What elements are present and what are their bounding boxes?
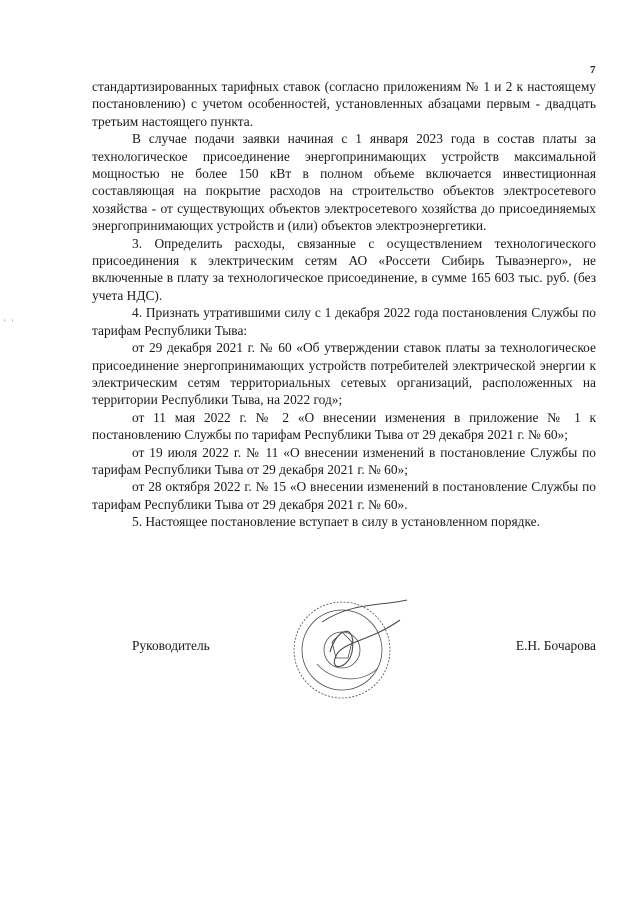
paragraph-repealed-60: от 29 декабря 2021 г. № 60 «Об утверждении ставок платы за технологическое присоединение энергопринимающих устройств потребителей электрической энергии к электрическим сетям территориальных сетевых организаций, расположенных на территории Республики Тыва, на 2022 год»; <box>92 340 596 408</box>
paragraph-item-3: 3. Определить расходы, связанные с осуществлением технологического присоединения к электрическим сетям АО «Россети Сибирь Тываэнерго», не включенные в плату за технологическое присоединение, в сумме 165 603 тыс. руб. (без учета НДС). <box>92 235 596 303</box>
paragraph-repealed-2: от 11 мая 2022 г. № 2 «О внесении изменения в приложение № 1 к постановлению Службы по тарифам Республики Тыва от 29 декабря 2021 г. № 60»; <box>92 409 596 443</box>
paragraph-item-5: 5. Настоящее постановление вступает в силу в установленном порядке. <box>132 514 540 530</box>
paragraph-repealed-15: от 28 октября 2022 г. № 15 «О внесении изменений в постановление Службы по тарифам Республики Тыва от 29 декабря 2021 г. № 60». <box>92 479 596 512</box>
paragraph-repealed-11: от 19 июля 2022 г. № 11 «О внесении изменений в постановление Службы по тарифам Республики Тыва от 29 декабря 2021 г. № 60»; <box>92 444 596 477</box>
signatory-name: Е.Н. Бочарова <box>515 638 596 653</box>
margin-mark: ' ' <box>4 318 16 328</box>
signatory-title: Руководитель <box>132 638 210 653</box>
paragraph-item-4: 4. Признать утратившими силу с 1 декабря 2022 года постановления Службы по тарифам Республики Тыва: <box>92 305 596 338</box>
paragraph-investment-component: В случае подачи заявки начиная с 1 января 2023 года в состав платы за технологическое присоединение энергопринимающих устройств максимальной мощностью не более 150 кВт в полном объеме включается инвестиционная составляющая на покрытие расходов на строительство объектов электросетевого хозяйства - от существующих объектов электросетевого хозяйства до присоединяемых энергопринимающих устройств и (или) объектов электроэнергетики. <box>92 131 596 234</box>
paragraph-continuation: стандартизированных тарифных ставок (согласно приложениям № 1 и 2 к настоящему постановлению) с учетом особенностей, установленных абзацами первым - двадцать третьим настоящего пункта. <box>92 79 596 129</box>
official-seal-stamp <box>282 592 412 704</box>
page-number: 7 <box>590 64 596 76</box>
document-body <box>92 78 596 531</box>
